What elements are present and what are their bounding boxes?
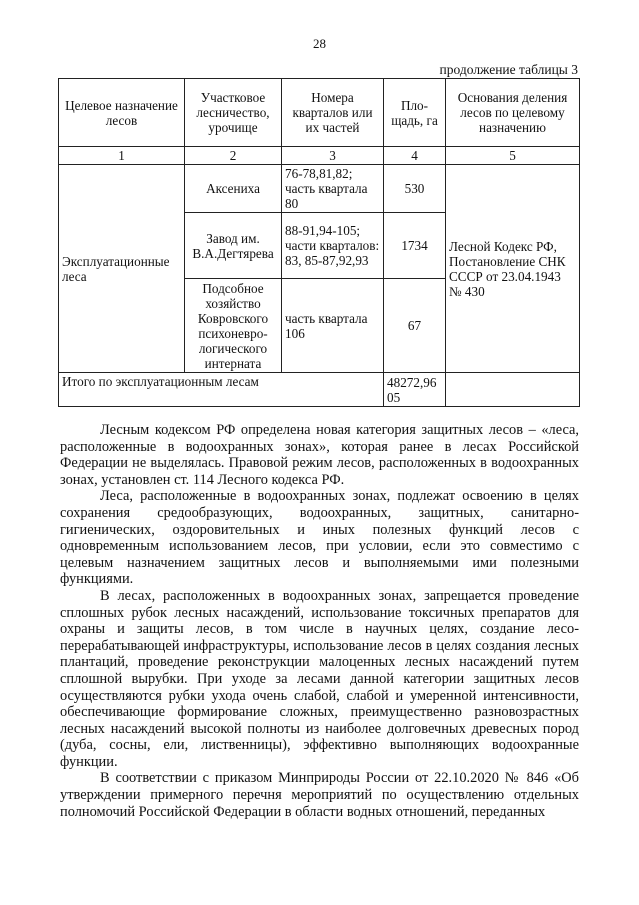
table-continuation-label: продолжение таблицы 3 <box>439 62 578 77</box>
body-text <box>60 422 579 820</box>
paragraph: Леса, расположенные в водоохранных зонах, подлежат освоению в целях сохранения средообразующих, водоохранных, защитных, санитарно-гигиенических, оздоровительных и иных полезных функций лесов с одновременным использованием лесов, при условии, если это совместимо с целевым назначением защитных лесов и выполняемыми ими полезными функциями. <box>60 488 579 588</box>
quarters-cell: 88-91,94-105; части кварталов: 83, 85-87,92,93 <box>282 213 384 279</box>
forest-purpose-table <box>58 78 580 407</box>
header-quarters: Номера кварталов или их частей <box>282 79 384 147</box>
empty-cell <box>446 373 580 407</box>
total-value: 48272,9605 <box>384 373 446 407</box>
column-number: 1 <box>59 147 185 165</box>
column-number: 4 <box>384 147 446 165</box>
quarters-cell: часть квартала 106 <box>282 279 384 373</box>
paragraph: В соответствии с приказом Минприроды России от 22.10.2020 № 846 «Об утверждении примерного перечня мероприятий по осуществлению отдельных полномочий Российской Федерации в области водных отношений, переданных <box>60 770 579 820</box>
forestry-cell: Завод им. В.А.Дегтярева <box>185 213 282 279</box>
quarters-cell: 76-78,81,82; часть квартала 80 <box>282 165 384 213</box>
area-cell: 67 <box>384 279 446 373</box>
forestry-cell: Аксениха <box>185 165 282 213</box>
table-row <box>59 165 580 213</box>
header-basis: Основания деления лесов по целевому назначению <box>446 79 580 147</box>
header-purpose: Целевое назначение лесов <box>59 79 185 147</box>
total-row <box>59 373 580 407</box>
column-number: 5 <box>446 147 580 165</box>
header-forestry: Участковое лесничество, урочище <box>185 79 282 147</box>
column-number-row <box>59 147 580 165</box>
total-label: Итого по эксплуатационным лесам <box>59 373 384 407</box>
paragraph: В лесах, расположенных в водоохранных зонах, запрещается проведение сплошных рубок лесных насаждений, использование токсичных препаратов для охраны и защиты лесов, в том числе в научных целях, создание лесо-перерабатывающей инфраструктуры, использование лесов в целях создания лесных плантаций, проведение реконструкции малоценных лесных насаждений путем сплошной вырубки. При уходе за лесами данной категории защитных лесов осуществляются рубки ухода очень слабой, слабой и умеренной интенсивности, обеспечивающие формирование сложных, преимущественно разновозрастных лесных насаждений высокой полноты из наиболее долговечных древесных пород (дуба, сосны, ели, лиственницы), эффективно выполняющих водоохранные функции. <box>60 587 579 770</box>
forestry-cell: Подсобное хозяйство Ковровского психоневро-логического интерната <box>185 279 282 373</box>
column-number: 2 <box>185 147 282 165</box>
basis-cell: Лесной Кодекс РФ, Постановление СНК СССР от 23.04.1943 № 430 <box>446 165 580 373</box>
table-header-row <box>59 79 580 147</box>
area-cell: 530 <box>384 165 446 213</box>
column-number: 3 <box>282 147 384 165</box>
area-cell: 1734 <box>384 213 446 279</box>
page-number: 28 <box>313 36 326 51</box>
header-area: Пло-щадь, га <box>384 79 446 147</box>
paragraph: Лесным кодексом РФ определена новая категория защитных лесов – «леса, расположенные в водоохранных зонах», которая ранее в лесах Российской Федерации не выделялась. Правовой режим лесов, расположенных в водоохранных зонах, установлен ст. 114 Лесного кодекса РФ. <box>60 422 579 488</box>
category-cell: Эксплуатационные леса <box>59 165 185 373</box>
